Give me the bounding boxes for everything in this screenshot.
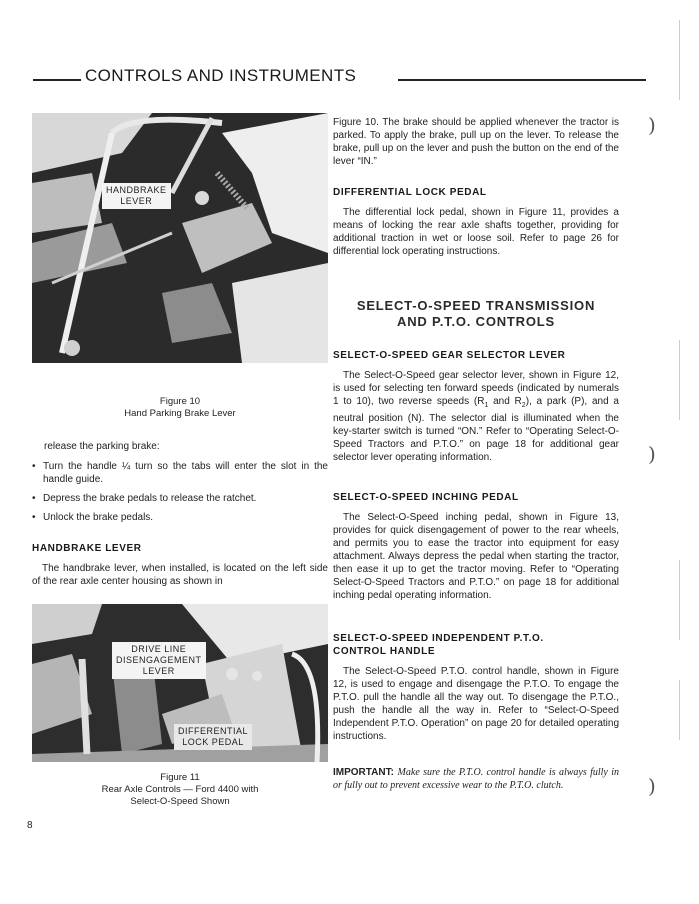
figure-10-continuation-paragraph: Figure 10. The brake should be applied whenever the tractor is parked. To apply the brake, pull up on the lever. To release the brake, pull up on the lever and push the button on the end of the lever “IN.” — [333, 117, 619, 167]
release-instructions — [32, 440, 328, 530]
differential-lock-paragraph: The differential lock pedal, shown in Figure 11, provides a means of locking the rear axle shafts together, providing for additional traction in wet or loose soil. Refer to page 26 for differential lock operating instructions. — [333, 207, 619, 257]
inching-pedal-text — [333, 511, 619, 602]
gear-selector-text — [333, 369, 619, 464]
important-note — [333, 766, 619, 792]
section-title — [333, 298, 619, 330]
figure-11-title-line1: Rear Axle Controls — Ford 4400 with — [101, 784, 259, 795]
bullet-item — [32, 460, 328, 486]
figure-10-continuation — [333, 116, 619, 168]
handbrake-lever-heading: HANDBRAKE LEVER — [32, 543, 142, 554]
pto-heading — [333, 632, 544, 658]
differential-lock-heading: DIFFERENTIAL LOCK PEDAL — [333, 187, 487, 198]
bullet-icon: • — [32, 512, 36, 523]
bullet-item — [32, 492, 328, 505]
figure-11-title-line2: Select-O-Speed Shown — [130, 796, 230, 807]
handbrake-lever-text — [32, 562, 328, 588]
figure-11-caption — [32, 772, 328, 808]
reverse-speed-subscript-2: 2 — [521, 402, 526, 409]
bullet-text: Depress the brake pedals to release the ratchet. — [43, 493, 257, 504]
figure-10-photo — [32, 113, 328, 363]
gear-selector-text-a: The Select-O-Speed gear selector lever, shown in Figure 12, is used for selecting ten forward speeds (indicated by numerals 1 to 10), two reverse speeds (R — [333, 370, 619, 407]
important-label: IMPORTANT: — [333, 767, 394, 778]
scan-edge-mark — [679, 560, 680, 640]
page-number: 8 — [27, 820, 33, 831]
pto-heading-line1: SELECT-O-SPEED INDEPENDENT P.T.O. — [333, 633, 544, 644]
margin-bracket-mark: ) — [648, 442, 656, 466]
section-title-line2: AND P.T.O. CONTROLS — [397, 314, 555, 329]
bullet-text: Unlock the brake pedals. — [43, 512, 154, 523]
inching-pedal-paragraph: The Select-O-Speed inching pedal, shown in Figure 13, provides for quick disengagement of power to the rear wheels, and permits you to ease the tractor into equipment for easy attachment. Always depress the pedal when starting the tractor, then ease it up to get the tractor moving. Refer to “Operating Select-O-Speed Tractors and P.T.O.” on page 18 for additional inching pedal operating information. — [333, 512, 619, 601]
section-title-line1: SELECT-O-SPEED TRANSMISSION — [356, 298, 596, 313]
handbrake-lever-label: HANDBRAKE LEVER — [102, 183, 171, 209]
release-intro: release the parking brake: — [44, 441, 160, 452]
figure-10-number: Figure 10 — [159, 396, 201, 407]
scan-edge-mark — [679, 340, 680, 420]
bullet-icon: • — [32, 461, 36, 472]
differential-lock-text — [333, 206, 619, 258]
handbrake-photo-illustration — [32, 113, 328, 363]
header-rule-right — [398, 79, 646, 81]
figure-11-number: Figure 11 — [160, 772, 200, 783]
scan-edge-mark — [679, 20, 680, 100]
margin-bracket-mark: ) — [648, 113, 656, 137]
gear-selector-text-b: and R — [488, 396, 522, 407]
reverse-speed-subscript-1: 1 — [484, 402, 489, 409]
scan-edge-mark — [679, 680, 680, 740]
bullet-item — [32, 511, 328, 524]
drive-line-disengagement-lever-label: DRIVE LINE DISENGAGEMENT LEVER — [112, 642, 206, 679]
pto-heading-line2: CONTROL HANDLE — [333, 646, 436, 657]
handbrake-lever-paragraph: The handbrake lever, when installed, is located on the left side of the rear axle center housing as shown in — [32, 563, 328, 587]
page-header — [30, 66, 620, 90]
bullet-icon: • — [32, 493, 36, 504]
gear-selector-heading: SELECT-O-SPEED GEAR SELECTOR LEVER — [333, 350, 566, 361]
figure-10-caption — [32, 396, 328, 420]
page-header-title: CONTROLS AND INSTRUMENTS — [85, 66, 357, 85]
pto-text — [333, 665, 619, 743]
gear-selector-text-c: ), a park (P), and a neutral position (N). The selector dial is illuminated when the key-starter switch is turned “ON.” Refer to “Operating Select-O-Speed Tractors and P.T.O.” on page 18 for additional gear selector lever operating information. — [333, 396, 619, 463]
pto-paragraph: The Select-O-Speed P.T.O. control handle, shown in Figure 12, is used to engage and disengage the P.T.O. To engage the P.T.O. pull the handle all the way out. To disengage the P.T.O., push the handle all the way in. Refer to “Select-O-Speed Independent P.T.O. Operation” on page 20 for detailed operating instructions. — [333, 666, 619, 742]
margin-bracket-mark: ) — [648, 774, 656, 798]
bullet-text: Turn the handle ¼ turn so the tabs will enter the slot in the handle guide. — [43, 461, 328, 485]
gear-selector-paragraph — [333, 369, 619, 464]
differential-lock-pedal-label: DIFFERENTIAL LOCK PEDAL — [174, 724, 252, 750]
figure-11-photo — [32, 604, 328, 762]
figure-10-title: Hand Parking Brake Lever — [124, 408, 236, 419]
important-paragraph — [333, 766, 619, 792]
inching-pedal-heading: SELECT-O-SPEED INCHING PEDAL — [333, 492, 519, 503]
important-text: Make sure the P.T.O. control handle is always fully in or fully out to prevent excessive wear to the P.T.O. clutch. — [333, 767, 619, 791]
header-rule-left — [33, 79, 81, 81]
